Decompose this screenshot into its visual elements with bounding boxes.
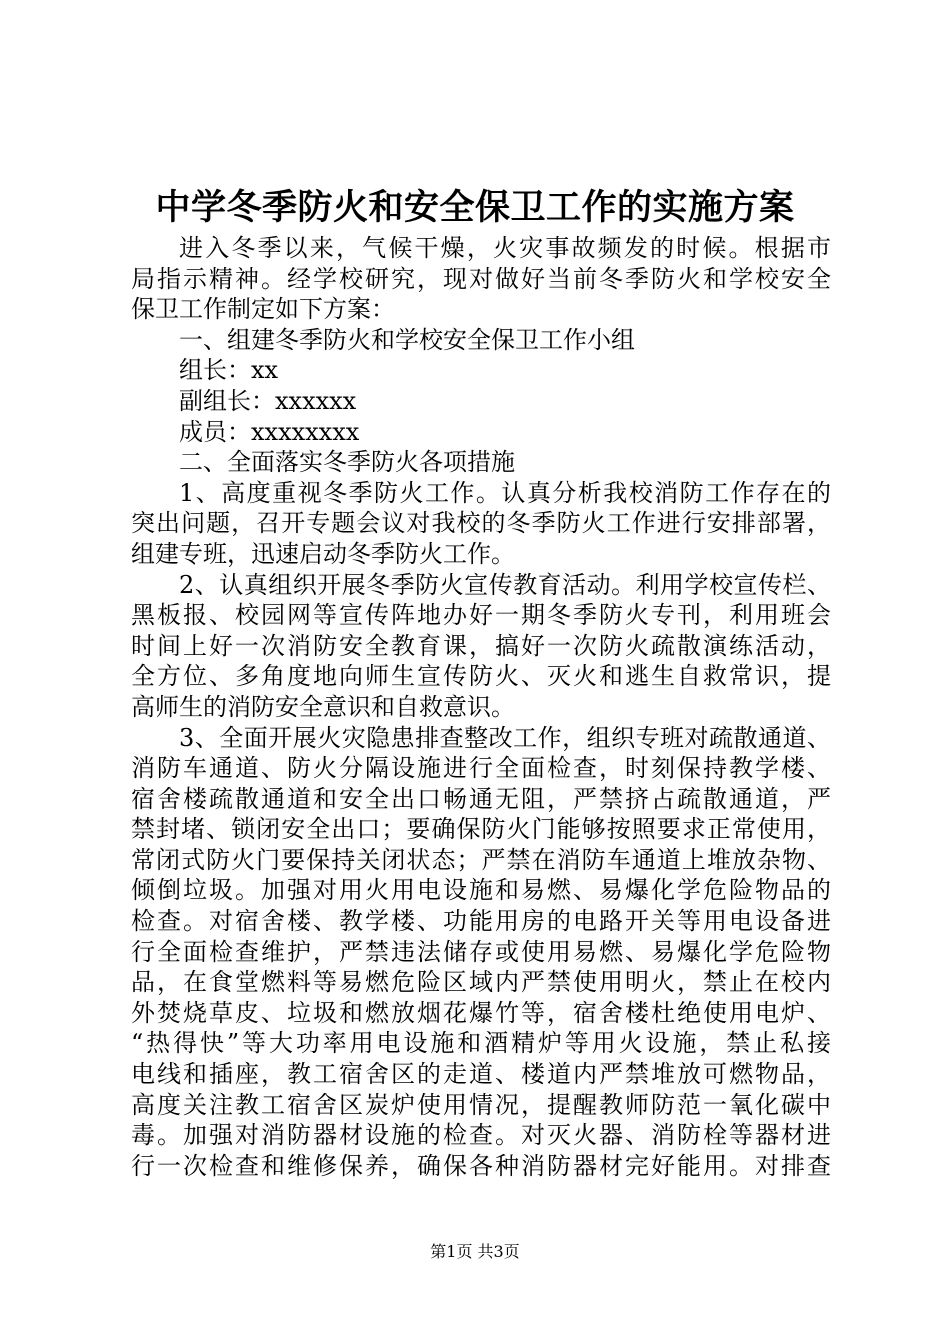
text-line: 3、全面开展火灾隐患排查整改工作，组织专班对疏散通道、	[179, 723, 831, 752]
text-line: 检查。对宿舍楼、教学楼、功能用房的电路开关等用电设备进	[131, 907, 831, 936]
text-line: 全方位、多角度地向师生宣传防火、灭火和逃生自救常识，提	[131, 662, 831, 691]
team-members: 成员：xxxxxxxx	[179, 417, 360, 446]
text-line: 组建专班，迅速启动冬季防火工作。	[131, 539, 515, 568]
text-line: 保卫工作制定如下方案：	[131, 295, 395, 324]
text-line: 时间上好一次消防安全教育课，搞好一次防火疏散演练活动，	[131, 631, 831, 660]
text-line: 1、高度重视冬季防火工作。认真分析我校消防工作存在的	[179, 478, 831, 507]
text-line: 局指示精神。经学校研究，现对做好当前冬季防火和学校安全	[131, 264, 831, 293]
text-line: 毒。加强对消防器材设施的检查。对灭火器、消防栓等器材进	[131, 1121, 831, 1150]
text-line: 禁封堵、锁闭安全出口；要确保防火门能够按照要求正常使用，	[131, 815, 831, 844]
section-heading-1: 一、组建冬季防火和学校安全保卫工作小组	[179, 325, 635, 354]
text-line: 进入冬季以来，气候干燥，火灾事故频发的时候。根据市	[179, 234, 831, 262]
text-line: 行一次检查和维修保养，确保各种消防器材完好能用。对排查	[131, 1151, 831, 1180]
text-line: 倾倒垃圾。加强对用火用电设施和易燃、易爆化学危险物品的	[131, 876, 831, 905]
text-line: 2、认真组织开展冬季防火宣传教育活动。利用学校宣传栏、	[179, 570, 831, 599]
text-line: 行全面检查维护，严禁违法储存或使用易燃、易爆化学危险物	[131, 937, 831, 966]
document-title: 中学冬季防火和安全保卫工作的实施方案	[155, 187, 795, 228]
text-line: 品，在食堂燃料等易燃危险区域内严禁使用明火，禁止在校内	[131, 968, 831, 997]
text-line: 黑板报、校园网等宣传阵地办好一期冬季防火专刊，利用班会	[131, 601, 831, 630]
page-footer: 第1页 共3页	[430, 1242, 520, 1261]
text-line: 宿舍楼疏散通道和安全出口畅通无阻，严禁挤占疏散通道，严	[131, 784, 831, 813]
text-line: 外焚烧草皮、垃圾和燃放烟花爆竹等，宿舍楼杜绝使用电炉、	[131, 998, 831, 1027]
section-heading-2: 二、全面落实冬季防火各项措施	[179, 448, 515, 477]
text-line: 高师生的消防安全意识和自救意识。	[131, 692, 515, 721]
text-line: 突出问题，召开专题会议对我校的冬季防火工作进行安排部署，	[131, 509, 831, 538]
text-line: “热得快”等大功率用电设施和酒精炉等用火设施，禁止私接	[131, 1029, 831, 1058]
text-line: 常闭式防火门要保持关闭状态；严禁在消防车通道上堆放杂物、	[131, 845, 831, 874]
team-leader: 组长：xx	[179, 356, 279, 385]
team-deputy-leader: 副组长：xxxxxx	[179, 386, 357, 415]
text-line: 电线和插座，教工宿舍区的走道、楼道内严禁堆放可燃物品，	[131, 1060, 831, 1089]
text-line: 消防车通道、防火分隔设施进行全面检查，时刻保持教学楼、	[131, 754, 831, 783]
text-line: 高度关注教工宿舍区炭炉使用情况，提醒教师防范一氧化碳中	[131, 1090, 831, 1119]
document-body	[131, 233, 831, 1181]
